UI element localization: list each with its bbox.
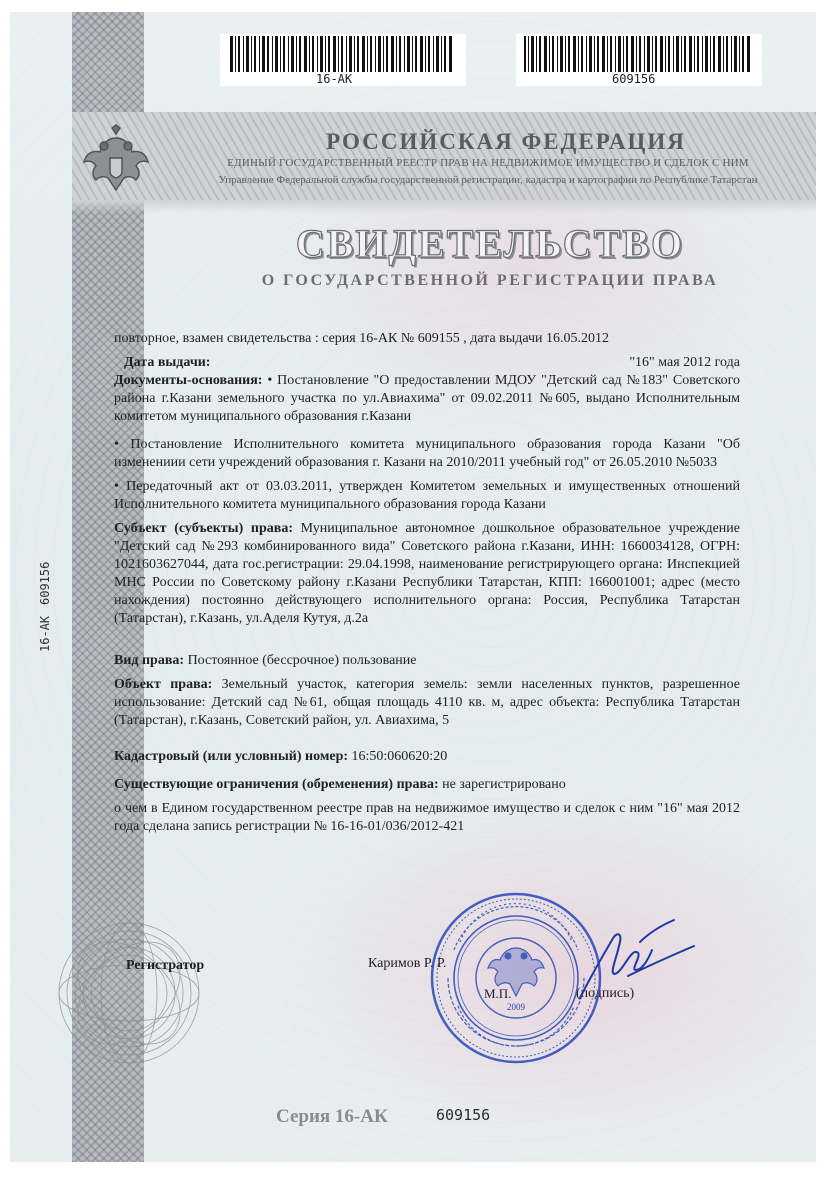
signature-label: (подпись) bbox=[576, 986, 635, 1001]
barcode-right-label: 609156 bbox=[606, 72, 661, 86]
issue-date-label: Дата выдачи: bbox=[124, 355, 211, 370]
side-series-number: 609156 bbox=[38, 561, 52, 605]
issue-date-row bbox=[114, 354, 740, 372]
series-number: 609156 bbox=[436, 1106, 491, 1124]
double-headed-eagle-emblem-icon bbox=[80, 124, 152, 198]
certificate-subtitle: О ГОСУДАРСТВЕННОЙ РЕГИСТРАЦИИ ПРАВА bbox=[261, 272, 719, 289]
cadastral-number bbox=[114, 748, 740, 766]
header-band-fade bbox=[72, 200, 816, 214]
document-1: • Постановление "О предоставлении МДОУ "Детский сад №183" Советского района г.Казани земельного участка по ул.Авиахима" от 09.02.2011 №605, выдано Исполнительным комитетом муниципального образования г.Казани bbox=[114, 373, 740, 424]
certificate-sheet bbox=[10, 12, 816, 1162]
subject-of-right bbox=[114, 520, 740, 628]
header-registry: ЕДИНЫЙ ГОСУДАРСТВЕННЫЙ РЕЕСТР ПРАВ НА НЕДВИЖИМОЕ ИМУЩЕСТВО И СДЕЛОК С НИМ bbox=[227, 157, 749, 169]
document-3: • Передаточный акт от 03.03.2011, утвержден Комитетом земельных и имущественных отношений Исполнительного комитета муниципального образования города Казани bbox=[114, 479, 740, 512]
restrictions-value: не зарегистрировано bbox=[438, 777, 566, 792]
right-type bbox=[114, 652, 740, 670]
barcode-right-bars bbox=[516, 34, 762, 74]
documents-basis bbox=[114, 372, 740, 426]
object-value: Земельный участок, категория земель: земли населенных пунктов, разрешенное использование: Детский сад №61, общая площадь 4110 кв. м, адрес объекта: Республика Татарстан (Татарстан), г.Казань, Советский район, ул. Авиахима, 5 bbox=[114, 677, 741, 728]
registry-note: о чем в Едином государственном реестре прав на недвижимое имущество и сделок с ним "16" мая 2012 года сделана запись регистрации № 16-16-01/036/2012-421 bbox=[114, 801, 740, 834]
registrar-name: Каримов Р. Р. bbox=[368, 956, 447, 971]
repeat-note: повторное, взамен свидетельства : серия 16-АК № 609155 , дата выдачи 16.05.2012 bbox=[114, 331, 610, 346]
object-label: Объект права: bbox=[114, 677, 213, 692]
barcode-left-label: 16-AK bbox=[310, 72, 358, 86]
certificate-body bbox=[114, 330, 740, 836]
subject-value: Муниципальное автономное дошкольное образовательное учреждение "Детский сад №293 комбинированного вида" Советского района г.Казани, ИНН: 1660034128, ОГРН: 1021603627044, дата гос.регистрации: 29.04.1998, наименование регистрирующего органа: Инспекцией МНС России по Советскому району г.Казани Республики Татарстан, КПП: 166001001; адрес (место нахождения) постоянно действующего исполнительного органа: Россия, Республика Татарстан (Татарстан), г.Казань, ул.Аделя Кутуя, д.2а bbox=[114, 521, 740, 626]
security-band-header bbox=[72, 112, 816, 200]
seal-place-label: М.П. bbox=[484, 986, 512, 1001]
stamp-year: 2009 bbox=[507, 1002, 525, 1012]
guilloche-rosette-icon bbox=[54, 918, 204, 1068]
restrictions-label: Существующие ограничения (обременения) права: bbox=[114, 777, 439, 792]
series-label: Серия 16-АК bbox=[276, 1106, 388, 1127]
restrictions bbox=[114, 776, 740, 794]
cadastral-value: 16:50:060620:20 bbox=[348, 749, 448, 764]
document-2: • Постановление Исполнительного комитета муниципального образования города Казани "Об изменениии сети учреждений образования г. Казани на 2010/2011 учебный год" от 26.05.2010 №5033 bbox=[114, 437, 740, 470]
cadastral-label: Кадастровый (или условный) номер: bbox=[114, 749, 349, 764]
header-authority: Управление Федеральной службы государственной регистрации, кадастра и картографии по Республике Татарстан bbox=[218, 174, 758, 186]
documents-label: Документы-основания: bbox=[114, 373, 263, 388]
subject-label: Субъект (субъекты) права: bbox=[114, 521, 294, 536]
header-country: РОССИЙСКАЯ ФЕДЕРАЦИЯ bbox=[326, 129, 686, 154]
right-type-label: Вид права: bbox=[114, 653, 185, 668]
handwritten-signature-icon bbox=[570, 914, 700, 1004]
side-series-code: 16-AK bbox=[38, 615, 52, 652]
issue-date-value: "16" мая 2012 года bbox=[629, 355, 740, 370]
certificate-title: СВИДЕТЕЛЬСТВО bbox=[295, 221, 685, 266]
barcode-left-bars bbox=[220, 34, 466, 74]
registrar-label: Регистратор bbox=[126, 958, 205, 973]
object-of-right bbox=[114, 676, 740, 730]
right-type-value: Постоянное (бессрочное) пользование bbox=[184, 653, 417, 668]
